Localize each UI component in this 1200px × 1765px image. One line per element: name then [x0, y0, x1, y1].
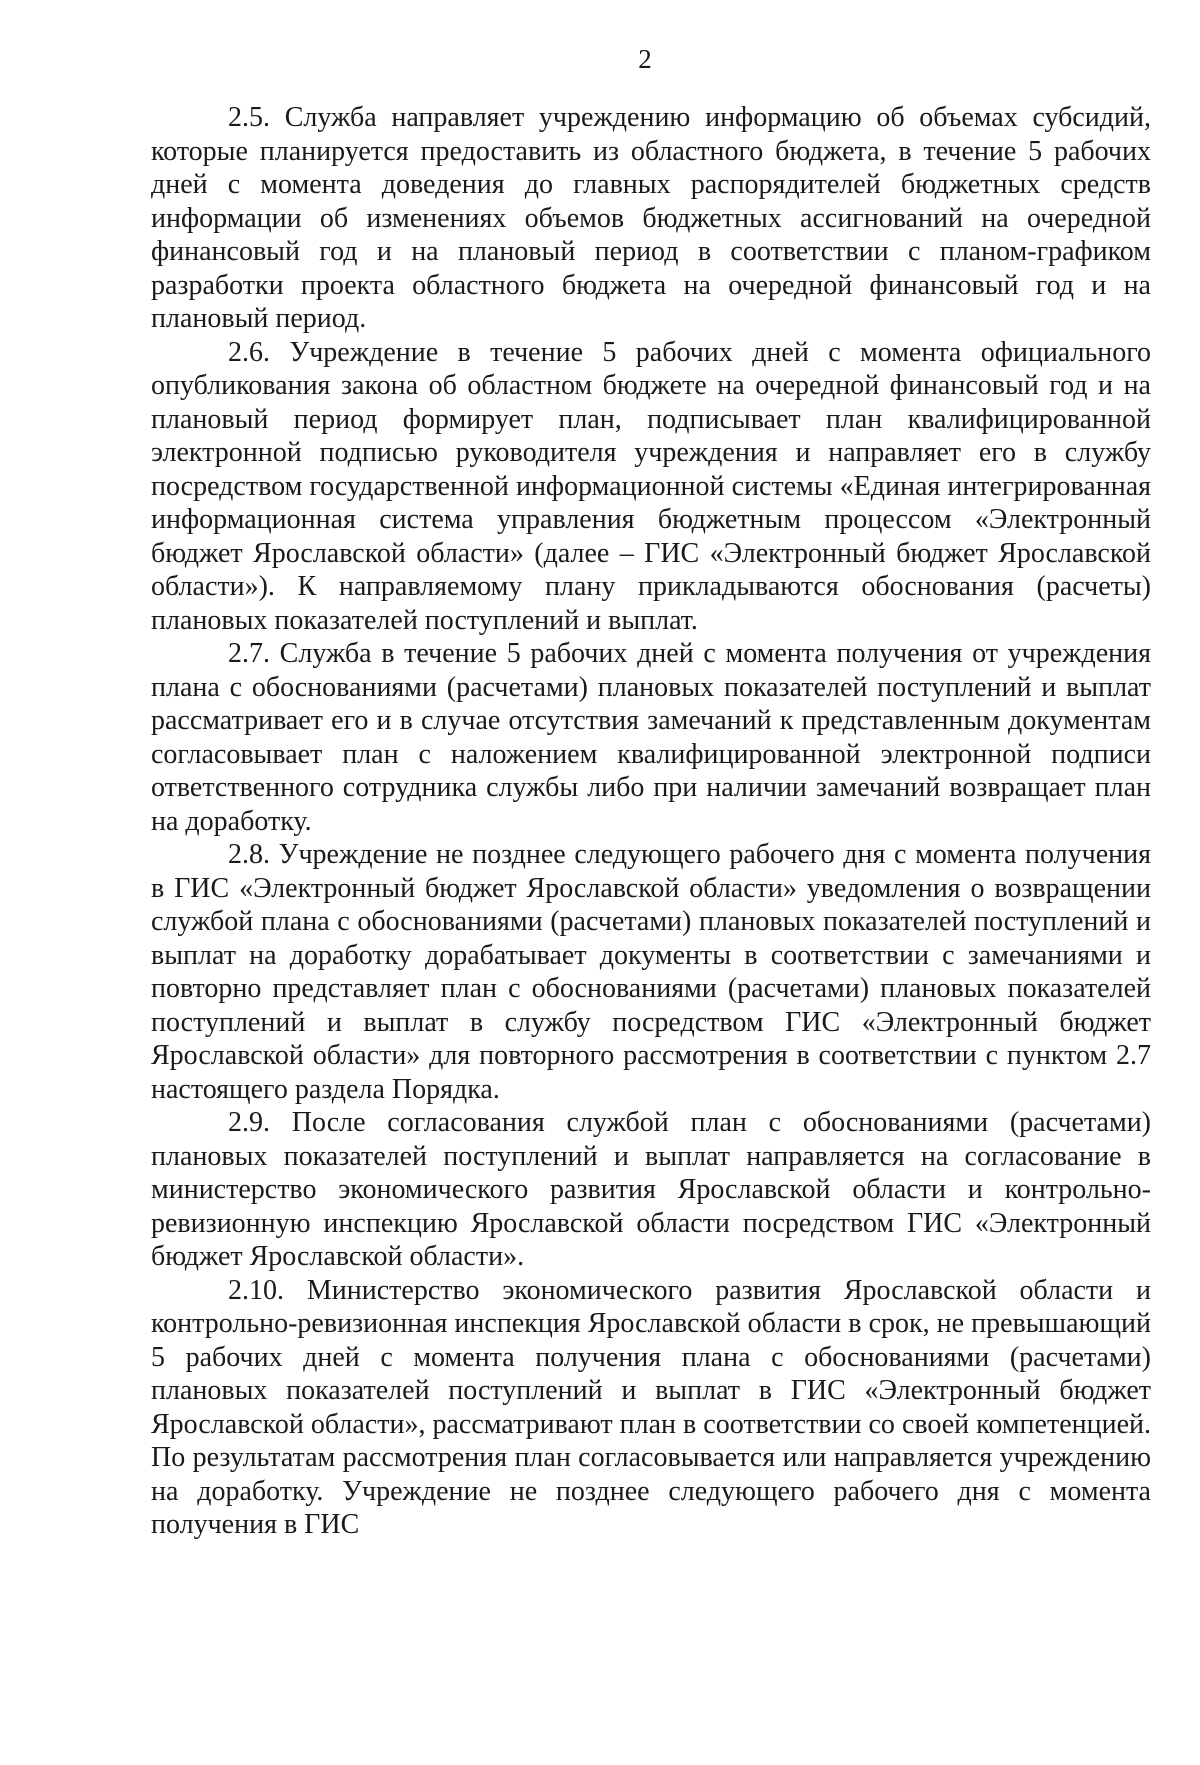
paragraph-number: 2.9. — [228, 1107, 270, 1138]
paragraph-number: 2.10. — [228, 1274, 284, 1306]
paragraph-2-8 — [151, 838, 1151, 1106]
paragraph-2-10 — [151, 1274, 1151, 1542]
paragraph-text: Министерство экономического развития Ярославской области и контрольно-ревизионная инспекция Ярославской области в срок, не превышающий 5 рабочих дней с момента получения плана с обоснованиями (расчетами) плановых показателей поступлений и выплат в ГИС «Электронный бюджет Ярославской области», рассматривают план в соответствии со своей компетенцией. По результатам рассмотрения план согласовывается или направляется учреждению на доработку. Учреждение не позднее следующего рабочего дня с момента получения в ГИС — [151, 1274, 1152, 1540]
paragraph-number: 2.6. — [228, 336, 270, 368]
paragraph-text: После согласования службой план с обоснованиями (расчетами) плановых показателей поступлений и выплат направляется на согласование в министерство экономического развития Ярославской области и контрольно-ревизионную инспекцию Ярославской области посредством ГИС «Электронный бюджет Ярославской области». — [151, 1107, 1152, 1272]
paragraph-2-9 — [151, 1106, 1151, 1274]
paragraph-number: 2.8. — [228, 839, 270, 870]
paragraph-2-7 — [151, 637, 1151, 838]
paragraph-text: Служба в течение 5 рабочих дней с момента получения от учреждения плана с обоснованиями (расчетами) плановых показателей поступлений и выплат рассматривает его и в случае отсутствия замечаний к представленным документам согласовывает план с наложением квалифицированной электронной подписи ответственного сотрудника службы либо при наличии замечаний возвращает план на доработку. — [151, 638, 1151, 837]
document-body — [151, 101, 1151, 1542]
paragraph-text: Учреждение в течение 5 рабочих дней с момента официального опубликования закона об областном бюджете на очередной финансовый год и на плановый период формирует план, подписывает план квалифицированной электронной подписью руководителя учреждения и направляет его в службу посредством государственной информационной системы «Единая интегрированная информационная система управления бюджетным процессом «Электронный бюджет Ярославской области» (далее – ГИС «Электронный бюджет Ярославской области»). К направляемому плану прикладываются обоснования (расчеты) плановых показателей поступлений и выплат. — [151, 336, 1151, 636]
paragraph-text: Учреждение не позднее следующего рабочего дня с момента получения в ГИС «Электронный бюджет Ярославской области» уведомления о возвращении службой плана с обоснованиями (расчетами) плановых показателей поступлений и выплат на доработку дорабатывает документы в соответствии с замечаниями и повторно представляет план с обоснованиями (расчетами) плановых показателей поступлений и выплат в службу посредством ГИС «Электронный бюджет Ярославской области» для повторного рассмотрения в соответствии с пунктом 2.7 настоящего раздела Порядка. — [151, 839, 1151, 1105]
paragraph-number: 2.5. — [228, 102, 270, 133]
page-number: 2 — [638, 44, 652, 74]
paragraph-2-6 — [151, 336, 1151, 638]
paragraph-number: 2.7. — [228, 638, 270, 669]
paragraph-2-5 — [151, 101, 1151, 336]
paragraph-text: Служба направляет учреждению информацию об объемах субсидий, которые планируется предоставить из областного бюджета, в течение 5 рабочих дней с момента доведения до главных распорядителей бюджетных средств информации об изменениях объемов бюджетных ассигнований на очередной финансовый год и на плановый период в соответствии с планом-графиком разработки проекта областного бюджета на очередной финансовый год и на плановый период. — [151, 102, 1152, 334]
